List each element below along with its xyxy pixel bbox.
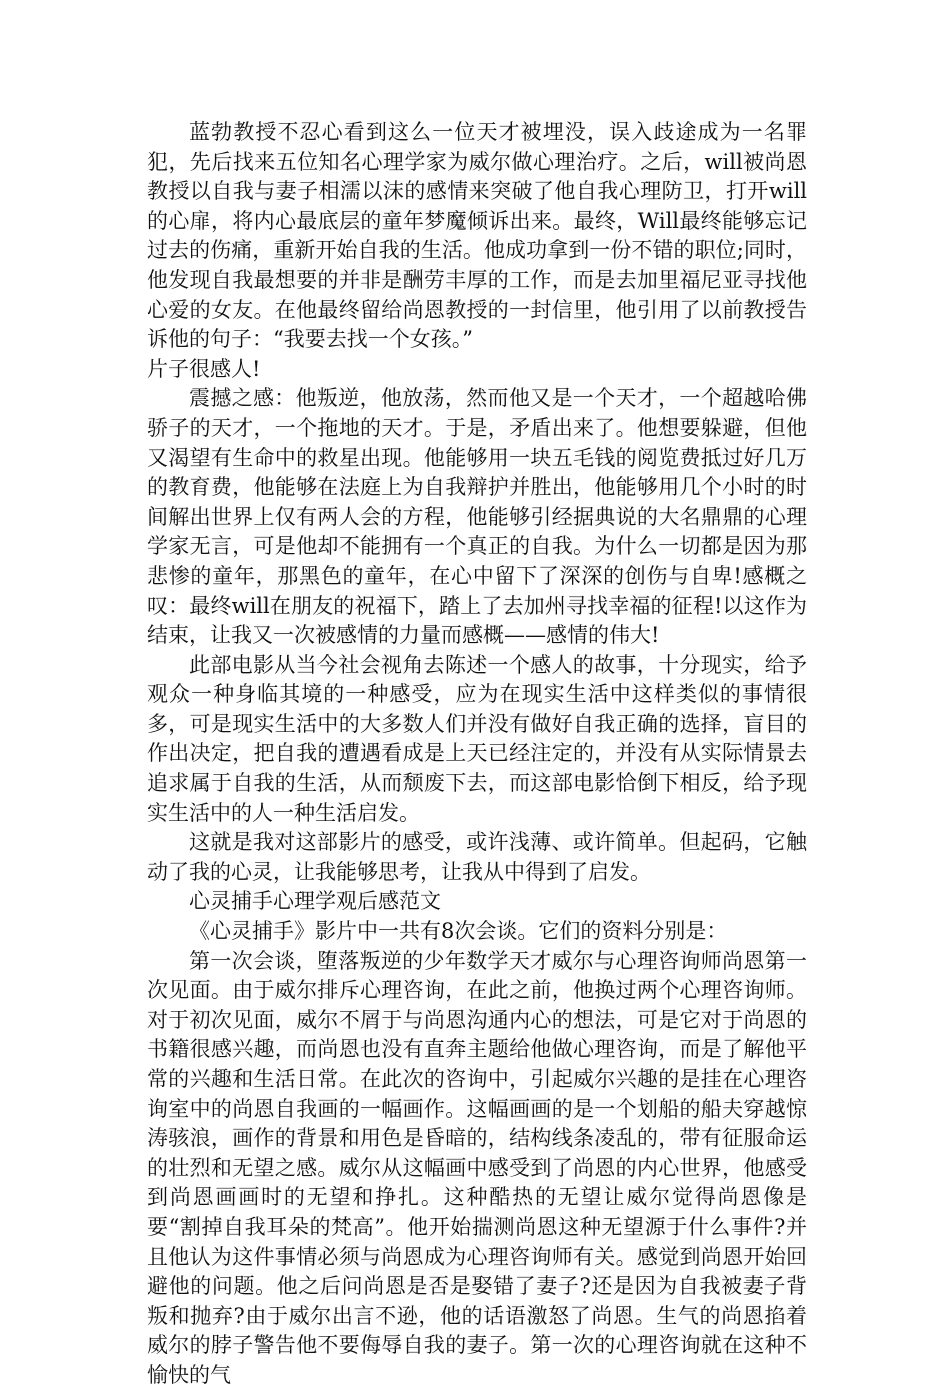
paragraph-first-session: 第一次会谈，堕落叛逆的少年数学天才威尔与心理咨询师尚恩第一次见面。由于威尔排斥心理咨询，在此之前，他换过两个心理咨询师。对于初次见面，威尔不屑于与尚恩沟通内心的想法，可是它对于尚恩的书籍很感兴趣，而尚恩也没有直奔主题给他做心理咨询，而是了解他平常的兴趣和生活日常。在此次的咨询中，引起威尔兴趣的是挂在心理咨询室中的尚恩自我画的一幅画作。这幅画画的是一个划船的船夫穿越惊涛骇浪，画作的背景和用色是昏暗的，结构线条凌乱的，带有征服命运的壮烈和无望之感。威尔从这幅画中感受到了尚恩的内心世界，他感受到尚恩画画时的无望和挣扎。这种酷热的无望让威尔觉得尚恩像是要“割掉自我耳朵的梵高”。他开始揣测尚恩这种无望源于什么事件?并且他认为这件事情必须与尚恩成为心理咨询师有关。感觉到尚恩开始回避他的问题。他之后问尚恩是否是娶错了妻子?还是因为自我被妻子背叛和抛弃?由于威尔出言不逊，他的话语激怒了尚恩。生气的尚恩掐着威尔的脖子警告他不要侮辱自我的妻子。第一次的心理咨询就在这种不愉快的气 [147, 948, 807, 1387]
paragraph-social-perspective: 此部电影从当今社会视角去陈述一个感人的故事，十分现实，给予观众一种身临其境的一种感受，应为在现实生活中这样类似的事情很多，可是现实生活中的大多数人们并没有做好自我正确的选择，盲目的作出决定，把自我的遭遇看成是上天已经注定的，并没有从实际情景去追求属于自我的生活，从而颓废下去，而这部电影恰倒下相反，给予现实生活中的人一种生活启发。 [147, 652, 807, 825]
paragraph-my-feeling: 这就是我对这部影片的感受，或许浅薄、或许简单。但起码，它触动了我的心灵，让我能够思考，让我从中得到了启发。 [147, 830, 807, 884]
paragraph-film-touching: 片子很感人! [147, 356, 261, 381]
section-heading: 心灵捕手心理学观后感范文 [189, 889, 441, 914]
document-page [147, 118, 807, 1391]
paragraph-eight-sessions: 《心灵捕手》影片中一共有8次会谈。它们的资料分别是： [189, 919, 728, 944]
paragraph-shock-feeling: 震撼之感：他叛逆，他放荡，然而他又是一个天才，一个超越哈佛骄子的天才，一个拖地的天才。于是，矛盾出来了。他想要躲避，但他又渴望有生命中的救星出现。他能够用一块五毛钱的阅览费抵过好几万的教育费，他能够在法庭上为自我辩护并胜出，他能够用几个小时的时间解出世界上仅有两人会的方程，他能够引经据典说的大名鼎鼎的心理学家无言，可是他却不能拥有一个真正的自我。为什么一切都是因为那悲惨的童年，那黑色的童年，在心中留下了深深的创伤与自卑!感概之叹：最终will在朋友的祝福下，踏上了去加州寻找幸福的征程!以这作为结束，让我又一次被感情的力量而感概——感情的伟大! [147, 386, 807, 648]
paragraph-professor-lambeau: 蓝勃教授不忍心看到这么一位天才被埋没，误入歧途成为一名罪犯，先后找来五位知名心理学家为威尔做心理治疗。之后，will被尚恩教授以自我与妻子相濡以沫的感情来突破了他自我心理防卫，打开will的心扉，将内心最底层的童年梦魔倾诉出来。最终，Will最终能够忘记过去的伤痛，重新开始自我的生活。他成功拿到一份不错的职位;同时，他发现自我最想要的并非是酬劳丰厚的工作，而是去加里福尼亚寻找他心爱的女友。在他最终留给尚恩教授的一封信里，他引用了以前教授告诉他的句子：“我要去找一个女孩。” [147, 120, 807, 352]
